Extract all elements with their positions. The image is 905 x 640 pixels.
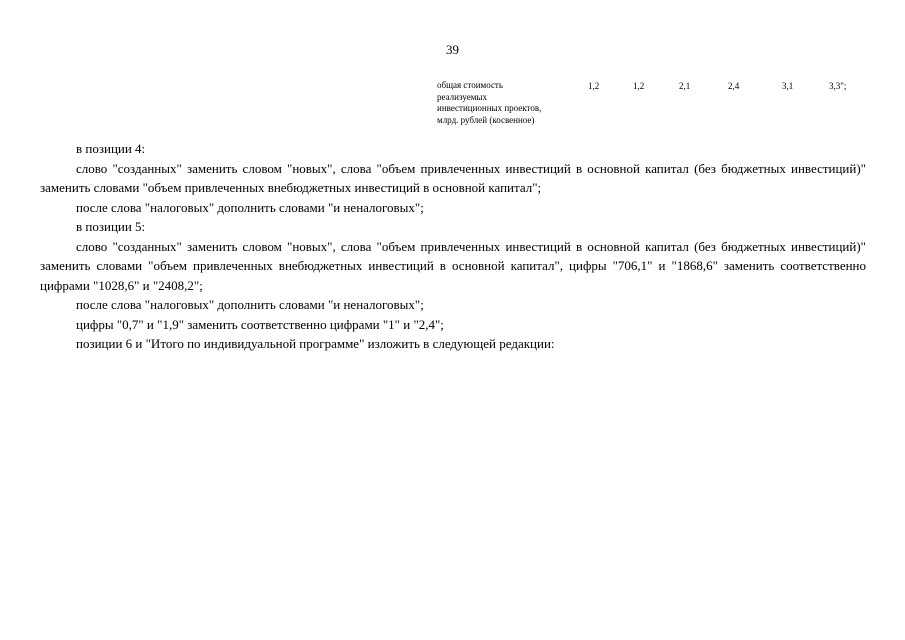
indicator-label-line: реализуемых	[437, 91, 487, 102]
paragraph: в позиции 5:	[76, 219, 146, 234]
indicator-label-line: инвестиционных проектов,	[437, 103, 542, 113]
value-cell-3: 2,1	[679, 81, 691, 91]
indicator-label-line: общая стоимость	[437, 80, 503, 90]
paragraph: после слова "налоговых" дополнить словами "и неналоговых";	[76, 297, 424, 312]
value-cell-5: 3,1	[782, 81, 794, 91]
value-cell-1: 1,2	[588, 81, 600, 91]
indicator-table-row	[437, 80, 877, 132]
indicator-label-line: млрд. рублей (косвенное)	[437, 114, 535, 125]
paragraph: цифры "0,7" и "1,9" заменить соответственно цифрами "1" и "2,4";	[76, 316, 444, 332]
indicator-label	[437, 80, 577, 126]
paragraph: слово "созданных" заменить словом "новых", слова "объем привлеченных инвестиций в основной капитал (без бюджетных инвестиций)" заменить словами "объем привлеченных внебюджетных инвестиций в основной капитал", цифры "706,1" и "1868,6" заменить соответственно цифрами "1028,6" и "2408,2";	[40, 238, 866, 293]
paragraph: слово "созданных" заменить словом "новых", слова "объем привлеченных инвестиций в основной капитал (без бюджетных инвестиций)" заменить словами "объем привлеченных внебюджетных инвестиций в основной капитал";	[40, 160, 866, 195]
value-cell-4: 2,4	[728, 81, 740, 91]
value-cell-2: 1,2	[633, 81, 645, 91]
paragraph: после слова "налоговых" дополнить словами "и неналоговых";	[76, 199, 424, 215]
paragraph: в позиции 4:	[76, 141, 146, 156]
amendment-text	[40, 139, 866, 354]
value-cell-6: 3,3";	[829, 81, 847, 91]
paragraph: позиции 6 и "Итого по индивидуальной программе" изложить в следующей редакции:	[76, 336, 555, 351]
page-number: 39	[446, 42, 459, 57]
